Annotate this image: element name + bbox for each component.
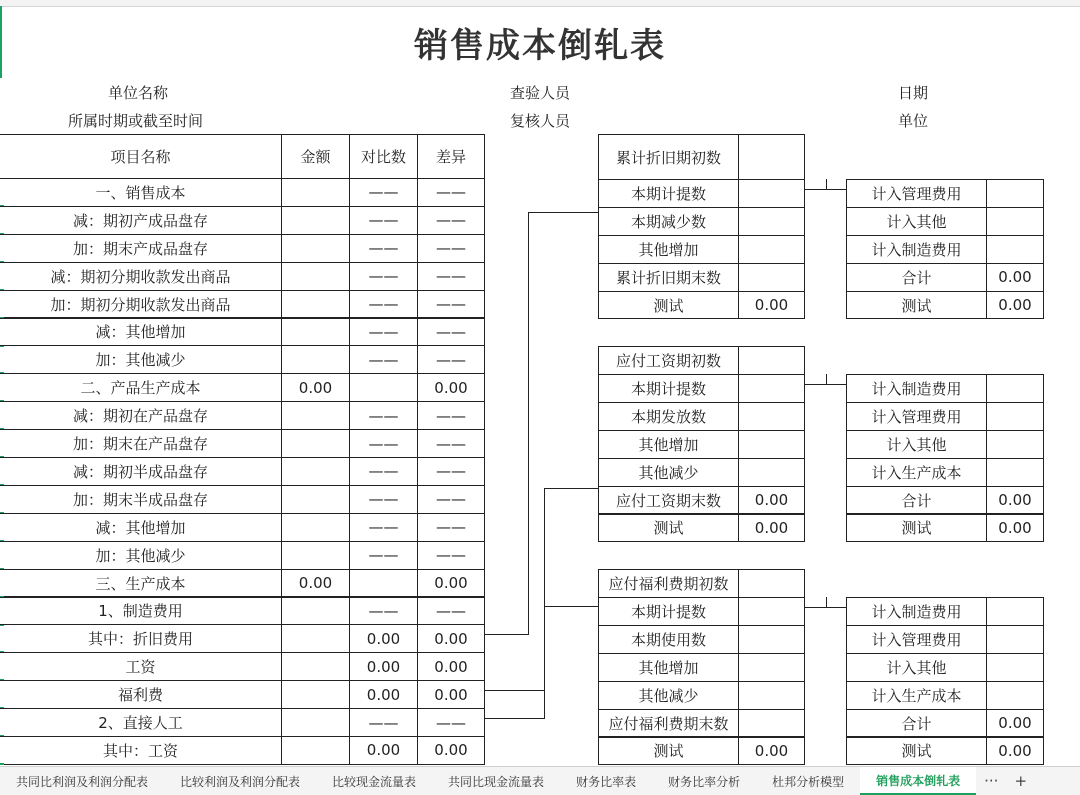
block-label-cell[interactable]: 其他减少 xyxy=(598,681,739,710)
sheet-tab[interactable]: 共同比现金流量表 xyxy=(448,774,545,789)
value-cell[interactable]: 0.00 xyxy=(417,652,485,681)
block-value-cell[interactable] xyxy=(738,597,805,626)
value-cell[interactable]: —— xyxy=(417,485,485,514)
value-cell[interactable]: 0.00 xyxy=(349,736,418,765)
block-label-cell[interactable]: 应付工资期末数 xyxy=(598,486,739,515)
row-label-cell[interactable]: 减：期初分期收款发出商品 xyxy=(0,262,282,291)
value-cell[interactable] xyxy=(281,401,350,430)
block-label-cell[interactable]: 本期计提数 xyxy=(598,179,739,208)
block-label-cell[interactable]: 应付福利费期末数 xyxy=(598,709,739,738)
block-value-cell[interactable] xyxy=(738,179,805,208)
value-cell[interactable]: —— xyxy=(349,485,418,514)
block-label-cell[interactable]: 其他增加 xyxy=(598,653,739,682)
value-cell[interactable]: 0.00 xyxy=(417,736,485,765)
row-label-cell[interactable]: 一、销售成本 xyxy=(0,178,282,207)
value-cell[interactable] xyxy=(281,234,350,263)
date-label: 日期 xyxy=(898,84,929,102)
allocation-label-cell[interactable]: 测试 xyxy=(846,514,987,543)
row-label-cell[interactable]: 加：期末产成品盘存 xyxy=(0,234,282,263)
sheet-tab[interactable]: 杜邦分析模型 xyxy=(772,774,845,789)
connector-line xyxy=(484,690,544,691)
allocation-label-cell[interactable]: 计入其他 xyxy=(846,207,987,236)
sheet-tab[interactable]: 比较利润及利润分配表 xyxy=(180,774,301,789)
allocation-value-cell[interactable] xyxy=(986,374,1044,403)
column-header[interactable]: 对比数 xyxy=(349,134,418,179)
value-cell[interactable]: 0.00 xyxy=(281,373,350,402)
value-cell[interactable] xyxy=(349,569,418,598)
row-label-cell[interactable]: 工资 xyxy=(0,652,282,681)
row-label-cell[interactable]: 2、直接人工 xyxy=(0,708,282,737)
value-cell[interactable]: 0.00 xyxy=(281,569,350,598)
block-label-cell[interactable]: 测试 xyxy=(598,737,739,766)
value-cell[interactable]: 0.00 xyxy=(349,624,418,653)
block-label-cell[interactable]: 本期减少数 xyxy=(598,207,739,236)
value-cell[interactable]: —— xyxy=(349,206,418,235)
allocation-value-cell[interactable] xyxy=(986,235,1044,264)
sheet-tab[interactable]: 财务比率表 xyxy=(576,774,637,789)
allocation-label-cell[interactable]: 计入其他 xyxy=(846,430,987,459)
allocation-label-cell[interactable]: 测试 xyxy=(846,737,987,766)
allocation-label-cell[interactable]: 计入制造费用 xyxy=(846,374,987,403)
value-cell[interactable] xyxy=(281,262,350,291)
block-label-cell[interactable]: 本期使用数 xyxy=(598,625,739,654)
value-cell[interactable] xyxy=(281,624,350,653)
row-label-cell[interactable]: 减：期初半成品盘存 xyxy=(0,457,282,486)
value-cell[interactable]: —— xyxy=(349,541,418,570)
allocation-value-cell[interactable]: 0.00 xyxy=(986,263,1044,292)
value-cell[interactable] xyxy=(281,290,350,319)
value-cell[interactable] xyxy=(349,373,418,402)
connector-line xyxy=(528,212,529,635)
block-value-cell[interactable] xyxy=(738,569,805,598)
block-value-cell[interactable]: 0.00 xyxy=(738,486,805,515)
value-cell[interactable] xyxy=(281,345,350,374)
row-label-cell[interactable]: 加：期初分期收款发出商品 xyxy=(0,290,282,319)
value-cell[interactable]: —— xyxy=(349,597,418,626)
value-cell[interactable]: —— xyxy=(417,178,485,207)
block-label-cell[interactable]: 其他增加 xyxy=(598,430,739,459)
row-label-cell[interactable]: 1、制造费用 xyxy=(0,597,282,626)
allocation-value-cell[interactable]: 0.00 xyxy=(986,514,1044,543)
value-cell[interactable] xyxy=(281,541,350,570)
sheet-tab[interactable]: 比较现金流量表 xyxy=(332,774,417,789)
allocation-value-cell[interactable] xyxy=(986,458,1044,487)
row-label-cell[interactable]: 减：期初产成品盘存 xyxy=(0,206,282,235)
row-label-cell[interactable]: 加：其他减少 xyxy=(0,345,282,374)
period-label: 所属时期或截至时间 xyxy=(68,112,204,130)
value-cell[interactable]: —— xyxy=(417,345,485,374)
block-value-cell[interactable] xyxy=(738,625,805,654)
value-cell[interactable]: —— xyxy=(349,234,418,263)
value-cell[interactable] xyxy=(281,429,350,458)
block-label-cell[interactable]: 本期计提数 xyxy=(598,374,739,403)
more-tabs-icon[interactable]: ··· xyxy=(984,772,999,790)
value-cell[interactable]: —— xyxy=(417,401,485,430)
connector-line xyxy=(528,212,598,213)
allocation-value-cell[interactable]: 0.00 xyxy=(986,486,1044,515)
block-value-cell[interactable] xyxy=(738,207,805,236)
value-cell[interactable]: —— xyxy=(349,513,418,542)
allocation-value-cell[interactable] xyxy=(986,625,1044,654)
value-cell[interactable] xyxy=(281,178,350,207)
row-label-cell[interactable]: 其中：折旧费用 xyxy=(0,624,282,653)
row-label-cell[interactable]: 减：其他增加 xyxy=(0,318,282,347)
connector-line xyxy=(544,488,598,489)
allocation-value-cell[interactable] xyxy=(986,681,1044,710)
block-value-cell[interactable] xyxy=(738,681,805,710)
allocation-value-cell[interactable]: 0.00 xyxy=(986,291,1044,320)
value-cell[interactable]: —— xyxy=(417,206,485,235)
column-header[interactable]: 项目名称 xyxy=(0,134,282,179)
block-label-cell[interactable]: 测试 xyxy=(598,514,739,543)
allocation-value-cell[interactable] xyxy=(986,402,1044,431)
value-cell[interactable]: —— xyxy=(349,262,418,291)
unit-name-label: 单位名称 xyxy=(108,84,169,102)
allocation-value-cell[interactable]: 0.00 xyxy=(986,709,1044,738)
value-cell[interactable] xyxy=(281,597,350,626)
connector-line xyxy=(484,718,544,719)
allocation-value-cell[interactable] xyxy=(986,653,1044,682)
value-cell[interactable]: —— xyxy=(417,318,485,347)
block-value-cell[interactable] xyxy=(738,346,805,375)
block-value-cell[interactable]: 0.00 xyxy=(738,291,805,320)
block-value-cell[interactable] xyxy=(738,235,805,264)
reviewer-label: 复核人员 xyxy=(510,112,571,130)
value-cell[interactable]: —— xyxy=(417,597,485,626)
allocation-label-cell[interactable]: 计入其他 xyxy=(846,653,987,682)
value-cell[interactable]: —— xyxy=(417,513,485,542)
allocation-label-cell[interactable]: 计入制造费用 xyxy=(846,235,987,264)
connector-line xyxy=(544,606,598,607)
column-header[interactable]: 差异 xyxy=(417,134,485,179)
value-cell[interactable] xyxy=(281,457,350,486)
value-cell[interactable]: 0.00 xyxy=(349,652,418,681)
allocation-label-cell[interactable]: 计入生产成本 xyxy=(846,681,987,710)
connector-line xyxy=(484,634,528,635)
allocation-value-cell[interactable] xyxy=(986,179,1044,208)
allocation-label-cell[interactable]: 计入管理费用 xyxy=(846,625,987,654)
add-sheet-icon[interactable]: + xyxy=(1014,772,1028,790)
row-label-cell[interactable]: 其中：工资 xyxy=(0,736,282,765)
allocation-label-cell[interactable]: 测试 xyxy=(846,291,987,320)
row-label-cell[interactable]: 减：期初在产品盘存 xyxy=(0,401,282,430)
value-cell[interactable]: —— xyxy=(417,234,485,263)
block-value-cell[interactable] xyxy=(738,430,805,459)
value-cell[interactable]: —— xyxy=(349,345,418,374)
value-cell[interactable] xyxy=(281,485,350,514)
sheet-tab[interactable]: 财务比率分析 xyxy=(668,774,741,789)
value-cell[interactable] xyxy=(281,736,350,765)
row-label-cell[interactable]: 二、产品生产成本 xyxy=(0,373,282,402)
sheet-tab-active[interactable]: 销售成本倒轧表 xyxy=(860,767,976,795)
block-label-cell[interactable]: 其他增加 xyxy=(598,235,739,264)
row-label-cell[interactable]: 加：期末在产品盘存 xyxy=(0,429,282,458)
block-label-cell[interactable]: 测试 xyxy=(598,291,739,320)
allocation-value-cell[interactable] xyxy=(986,597,1044,626)
block-label-cell[interactable]: 应付工资期初数 xyxy=(598,346,739,375)
block-value-cell[interactable] xyxy=(738,374,805,403)
value-cell[interactable]: —— xyxy=(349,401,418,430)
value-cell[interactable] xyxy=(281,652,350,681)
value-cell[interactable]: 0.00 xyxy=(417,373,485,402)
block-value-cell[interactable] xyxy=(738,263,805,292)
block-value-cell[interactable] xyxy=(738,134,805,180)
allocation-label-cell[interactable]: 计入管理费用 xyxy=(846,179,987,208)
allocation-label-cell[interactable]: 计入制造费用 xyxy=(846,597,987,626)
value-cell[interactable]: —— xyxy=(349,290,418,319)
value-cell[interactable]: 0.00 xyxy=(417,624,485,653)
value-cell[interactable]: 0.00 xyxy=(417,680,485,709)
value-cell[interactable] xyxy=(281,513,350,542)
connector-line xyxy=(826,374,827,385)
value-cell[interactable]: —— xyxy=(349,178,418,207)
block-label-cell[interactable]: 本期发放数 xyxy=(598,402,739,431)
block-value-cell[interactable]: 0.00 xyxy=(738,514,805,543)
value-cell[interactable]: —— xyxy=(349,318,418,347)
block-label-cell[interactable]: 累计折旧期末数 xyxy=(598,263,739,292)
value-cell[interactable]: —— xyxy=(417,708,485,737)
block-value-cell[interactable] xyxy=(738,402,805,431)
row-label-cell[interactable]: 福利费 xyxy=(0,680,282,709)
row-label-cell[interactable]: 三、生产成本 xyxy=(0,569,282,598)
allocation-label-cell[interactable]: 合计 xyxy=(846,486,987,515)
allocation-value-cell[interactable] xyxy=(986,207,1044,236)
sheet-tab-bar xyxy=(0,766,1080,795)
block-value-cell[interactable] xyxy=(738,458,805,487)
row-marker xyxy=(0,763,4,765)
value-cell[interactable]: —— xyxy=(417,541,485,570)
allocation-label-cell[interactable]: 合计 xyxy=(846,263,987,292)
column-header[interactable]: 金额 xyxy=(281,134,350,179)
block-label-cell[interactable]: 本期计提数 xyxy=(598,597,739,626)
row-label-cell[interactable]: 加：期末半成品盘存 xyxy=(0,485,282,514)
value-cell[interactable]: —— xyxy=(417,262,485,291)
unit-label: 单位 xyxy=(898,112,929,130)
block-label-cell[interactable]: 累计折旧期初数 xyxy=(598,134,739,180)
allocation-value-cell[interactable]: 0.00 xyxy=(986,737,1044,766)
value-cell[interactable] xyxy=(281,318,350,347)
value-cell[interactable]: —— xyxy=(417,290,485,319)
block-value-cell[interactable]: 0.00 xyxy=(738,737,805,766)
value-cell[interactable]: —— xyxy=(417,429,485,458)
allocation-label-cell[interactable]: 计入生产成本 xyxy=(846,458,987,487)
block-value-cell[interactable] xyxy=(738,709,805,738)
allocation-label-cell[interactable]: 计入管理费用 xyxy=(846,402,987,431)
row-label-cell[interactable]: 减：其他增加 xyxy=(0,513,282,542)
value-cell[interactable] xyxy=(281,708,350,737)
inspector-label: 查验人员 xyxy=(510,84,571,102)
connector-line xyxy=(826,597,827,608)
allocation-label-cell[interactable]: 合计 xyxy=(846,709,987,738)
value-cell[interactable]: —— xyxy=(349,708,418,737)
value-cell[interactable] xyxy=(281,206,350,235)
sheet-title: 销售成本倒轧表 xyxy=(414,26,666,66)
value-cell[interactable]: —— xyxy=(349,429,418,458)
value-cell[interactable]: —— xyxy=(349,457,418,486)
connector-line xyxy=(544,606,545,719)
column-header-strip xyxy=(0,0,1080,7)
block-label-cell[interactable]: 应付福利费期初数 xyxy=(598,569,739,598)
value-cell[interactable] xyxy=(281,680,350,709)
value-cell[interactable]: 0.00 xyxy=(349,680,418,709)
value-cell[interactable]: —— xyxy=(417,457,485,486)
block-label-cell[interactable]: 其他减少 xyxy=(598,458,739,487)
value-cell[interactable]: 0.00 xyxy=(417,569,485,598)
connector-line xyxy=(826,179,827,190)
sheet-tab[interactable]: 共同比利润及利润分配表 xyxy=(16,774,149,789)
row-label-cell[interactable]: 加：其他减少 xyxy=(0,541,282,570)
allocation-value-cell[interactable] xyxy=(986,430,1044,459)
block-value-cell[interactable] xyxy=(738,653,805,682)
